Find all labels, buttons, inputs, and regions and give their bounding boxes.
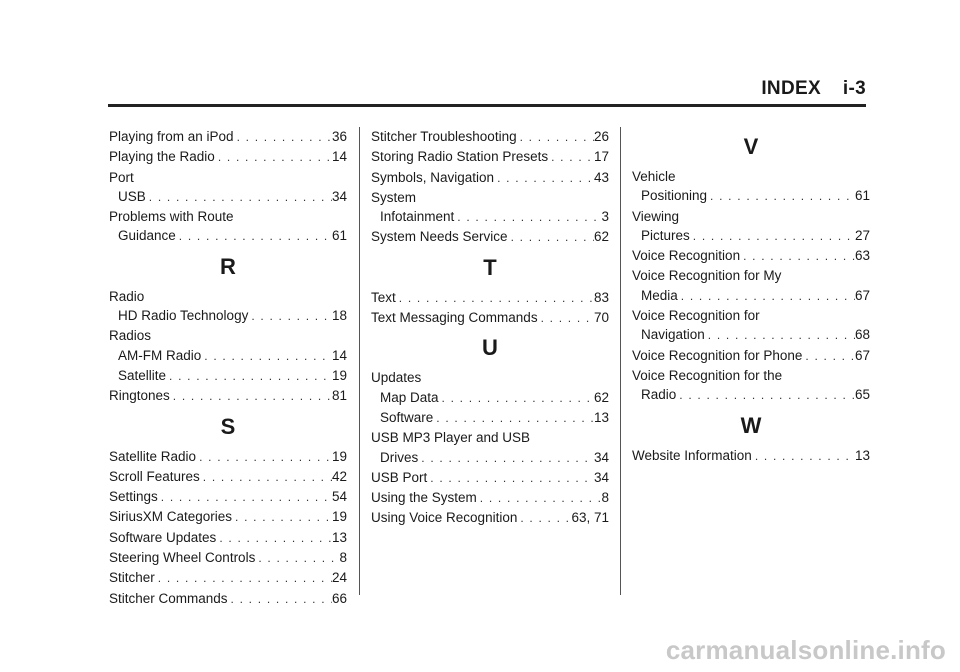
watermark: carmanualsonline.info <box>665 635 946 665</box>
page-header <box>761 78 866 100</box>
entry-term: Text <box>371 289 396 305</box>
entry-term: Stitcher Troubleshooting <box>371 129 517 144</box>
entry-page-number: 13 <box>593 409 609 425</box>
dot-leader <box>155 568 332 588</box>
index-entry <box>371 468 609 488</box>
index-entry <box>371 488 609 508</box>
entry-term: Settings <box>109 489 158 505</box>
dot-leader <box>439 388 594 408</box>
entry-term: Positioning <box>641 188 708 204</box>
entry-term: Playing the Radio <box>109 149 215 165</box>
entry-term: Stitcher <box>109 570 155 586</box>
index-subentry <box>632 325 870 345</box>
entry-term: HD Radio Technology <box>118 308 249 324</box>
entry-page-number: 18 <box>331 308 347 324</box>
index-subentry <box>109 366 347 386</box>
index-entry <box>371 288 609 308</box>
index-entry <box>632 246 870 266</box>
entry-page-number: 14 <box>331 347 347 363</box>
entry-term: Radio <box>641 387 677 403</box>
index-letter-heading: W <box>740 412 762 438</box>
index-entry <box>109 467 347 487</box>
entry-page-number: 65 <box>854 387 870 403</box>
entry-term: Voice Recognition for <box>632 308 760 324</box>
entry-term: Port <box>109 169 134 185</box>
entry-term: SiriusXM Categories <box>109 509 233 525</box>
entry-term: Ringtones <box>109 388 170 404</box>
index-entry <box>371 227 609 247</box>
index-entry <box>371 168 609 188</box>
entry-page-number: 13 <box>331 529 347 545</box>
dot-leader <box>494 168 594 188</box>
dot-leader <box>538 308 594 328</box>
entry-term: Navigation <box>641 327 705 343</box>
entry-page-number: 19 <box>331 448 347 464</box>
index-subentry <box>371 207 609 227</box>
index-entry <box>109 447 347 467</box>
index-subentry <box>371 448 609 468</box>
index-subentry <box>632 385 870 405</box>
index-entry <box>109 507 347 527</box>
dot-leader <box>707 186 855 206</box>
index-entry <box>109 568 347 588</box>
index-entry <box>109 147 347 167</box>
entry-term: AM-FM Radio <box>118 347 202 363</box>
dot-leader <box>418 448 594 468</box>
entry-page-number: 63, 71 <box>571 510 609 526</box>
entry-term: Updates <box>371 370 422 386</box>
entry-term: Satellite <box>118 367 167 383</box>
entry-term: Satellite Radio <box>109 448 197 464</box>
dot-leader <box>146 187 332 207</box>
dot-leader <box>232 507 332 527</box>
index-subentry <box>632 286 870 306</box>
index-subentry <box>109 306 347 326</box>
entry-term: Using the System <box>371 490 477 506</box>
entry-term: Media <box>641 287 678 303</box>
entry-term: USB MP3 Player and USB <box>371 430 531 446</box>
entry-term: Problems with Route <box>109 209 234 225</box>
dot-leader <box>166 366 332 386</box>
index-entry <box>109 207 347 226</box>
index-entry <box>109 589 347 609</box>
entry-page-number: 61 <box>331 228 347 244</box>
index-subentry <box>109 226 347 246</box>
index-column-1 <box>109 127 347 609</box>
entry-page-number: 62 <box>593 389 609 405</box>
entry-term: System Needs Service <box>371 229 508 245</box>
dot-leader <box>215 147 332 167</box>
entry-page-number: 54 <box>331 489 347 505</box>
index-subentry <box>632 226 870 246</box>
entry-page-number: 34 <box>331 188 347 204</box>
entry-term: Pictures <box>641 227 690 243</box>
index-column-3 <box>632 127 870 466</box>
dot-leader <box>676 385 855 405</box>
section-title: INDEX <box>761 78 821 99</box>
index-letter-heading: S <box>220 413 236 439</box>
entry-page-number: 67 <box>854 287 870 303</box>
index-entry <box>109 487 347 507</box>
entry-page-number: 34 <box>593 449 609 465</box>
entry-page-number: 61 <box>854 188 870 204</box>
entry-page-number: 19 <box>331 367 347 383</box>
dot-leader <box>170 386 332 406</box>
entry-page-number: 24 <box>331 570 347 586</box>
dot-leader <box>454 207 601 227</box>
dot-leader <box>477 488 602 508</box>
entry-term: Voice Recognition for Phone <box>632 347 803 363</box>
dot-leader <box>248 306 332 326</box>
dot-leader <box>740 246 855 266</box>
entry-page-number: 8 <box>339 550 347 566</box>
entry-page-number: 62 <box>593 229 609 245</box>
index-entry <box>371 508 609 528</box>
entry-term: Drives <box>380 449 419 465</box>
entry-term: Radios <box>109 328 152 344</box>
index-subentry <box>632 186 870 206</box>
dot-leader <box>690 226 855 246</box>
entry-term: Voice Recognition <box>632 248 741 264</box>
index-column-2 <box>371 127 609 529</box>
entry-term: Stitcher Commands <box>109 590 228 606</box>
index-letter-heading: V <box>743 134 759 159</box>
entry-page-number: 26 <box>593 129 609 144</box>
index-subentry <box>371 408 609 428</box>
dot-leader <box>752 446 855 466</box>
entry-term: USB Port <box>371 469 428 485</box>
entry-page-number: 43 <box>593 169 609 185</box>
entry-page-number: 83 <box>593 289 609 305</box>
entry-page-number: 68 <box>854 327 870 343</box>
index-letter-heading: R <box>220 253 236 279</box>
entry-term: USB <box>118 188 146 204</box>
index-subentry <box>371 388 609 408</box>
dot-leader <box>176 226 332 246</box>
entry-term: Using Voice Recognition <box>371 510 518 526</box>
index-entry <box>371 127 609 147</box>
dot-leader <box>802 346 855 366</box>
entry-page-number: 70 <box>593 310 609 326</box>
entry-term: Text Messaging Commands <box>371 310 538 326</box>
index-entry <box>632 306 870 325</box>
header-rule <box>108 104 866 107</box>
entry-term: Infotainment <box>380 209 455 225</box>
entry-page-number: 36 <box>331 129 347 144</box>
dot-leader <box>517 127 594 147</box>
page-number: i-3 <box>842 78 866 99</box>
index-subentry <box>109 346 347 366</box>
column-divider <box>359 127 360 595</box>
entry-page-number: 42 <box>331 468 347 484</box>
index-entry <box>371 147 609 167</box>
dot-leader <box>255 548 339 568</box>
entry-term: Software Updates <box>109 529 217 545</box>
index-entry <box>109 168 347 187</box>
dot-leader <box>678 286 855 306</box>
index-entry <box>632 207 870 226</box>
entry-term: Storing Radio Station Presets <box>371 149 549 165</box>
entry-term: Software <box>380 409 434 425</box>
entry-term: Guidance <box>118 228 176 244</box>
entry-term: Steering Wheel Controls <box>109 550 256 566</box>
index-entry <box>109 287 347 306</box>
index-entry <box>109 548 347 568</box>
entry-term: Map Data <box>380 389 439 405</box>
index-entry <box>632 346 870 366</box>
dot-leader <box>234 127 332 147</box>
dot-leader <box>427 468 594 488</box>
index-letter-heading: U <box>482 335 498 361</box>
dot-leader <box>548 147 594 167</box>
dot-leader <box>196 447 332 467</box>
dot-leader <box>158 487 332 507</box>
entry-page-number: 13 <box>854 447 870 463</box>
index-entry <box>371 188 609 207</box>
entry-term: System <box>371 189 417 205</box>
entry-page-number: 14 <box>331 149 347 165</box>
index-entry <box>109 127 347 147</box>
entry-term: Vehicle <box>632 169 676 184</box>
dot-leader <box>508 227 594 247</box>
dot-leader <box>201 346 332 366</box>
index-entry <box>371 428 609 447</box>
dot-leader <box>216 528 332 548</box>
entry-term: Symbols, Navigation <box>371 169 495 185</box>
index-entry <box>632 167 870 186</box>
entry-page-number: 66 <box>331 590 347 606</box>
entry-term: Voice Recognition for the <box>632 367 783 383</box>
index-entry <box>632 266 870 285</box>
entry-term: Viewing <box>632 208 680 224</box>
entry-page-number: 27 <box>854 227 870 243</box>
index-entry <box>371 368 609 387</box>
entry-term: Scroll Features <box>109 468 200 484</box>
entry-page-number: 63 <box>854 248 870 264</box>
dot-leader <box>396 288 594 308</box>
dot-leader <box>228 589 332 609</box>
entry-page-number: 67 <box>854 347 870 363</box>
index-entry <box>109 386 347 406</box>
entry-term: Playing from an iPod <box>109 129 234 144</box>
index-entry <box>371 308 609 328</box>
dot-leader <box>517 508 571 528</box>
index-entry <box>632 366 870 385</box>
entry-term: Voice Recognition for My <box>632 268 782 284</box>
entry-page-number: 34 <box>593 469 609 485</box>
index-letter-heading: T <box>483 254 497 280</box>
dot-leader <box>433 408 594 428</box>
entry-page-number: 81 <box>331 388 347 404</box>
index-entry <box>109 326 347 345</box>
entry-page-number: 3 <box>601 209 609 225</box>
entry-term: Radio <box>109 288 145 304</box>
dot-leader <box>705 325 855 345</box>
entry-page-number: 8 <box>601 490 609 506</box>
index-subentry <box>109 187 347 207</box>
column-divider <box>620 127 621 595</box>
entry-term: Website Information <box>632 447 752 463</box>
dot-leader <box>200 467 332 487</box>
index-entry <box>109 528 347 548</box>
entry-page-number: 19 <box>331 509 347 525</box>
index-entry <box>632 446 870 466</box>
entry-page-number: 17 <box>593 149 609 165</box>
